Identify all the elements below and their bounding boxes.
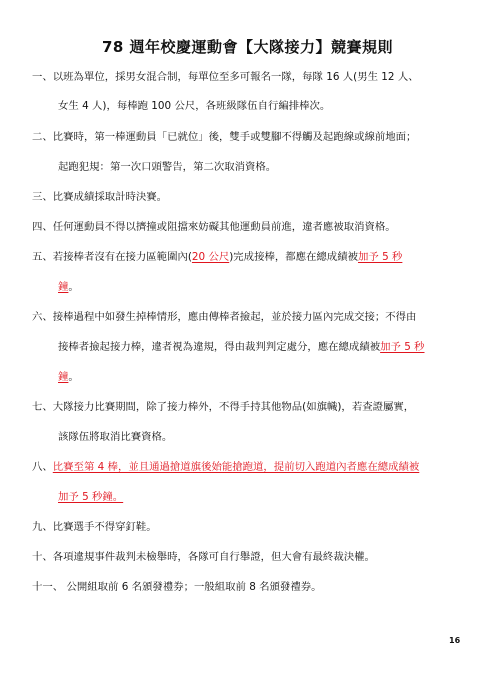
rule-10: 十、各項違規事件裁判未檢舉時，各隊可自行舉證，但大會有最終裁決權。	[32, 551, 375, 563]
rule-7-line-1: 七、大隊接力比賽期間，除了接力棒外，不得手持其他物品(如旗幟)，若查證屬實，	[32, 401, 415, 413]
rule-2-line-1: 二、比賽時，第一棒運動員「已就位」後，雙手或雙腳不得觸及起跑線或線前地面；	[32, 131, 417, 143]
rule-5-text-a: 五、若接棒者沒有在接力區範圍內(	[32, 251, 192, 263]
rule-2-line-2: 起跑犯規：第一次口頭警告，第二次取消資格。	[58, 161, 277, 173]
rule-8-number: 八、	[32, 461, 53, 473]
page-number: 16	[449, 636, 461, 645]
rule-5-line-1	[32, 250, 472, 264]
rule-7-line-2: 該隊伍將取消比賽資格。	[58, 431, 173, 443]
rule-5-text-c: )完成接棒，都應在總成績被	[229, 251, 358, 263]
rule-6-penalty-highlight-cont: 鐘	[58, 371, 69, 383]
rule-11: 十一、 公開組取前 6 名頒發禮券；一般組取前 8 名頒發禮券。	[32, 581, 322, 593]
rule-6-line-3	[58, 370, 79, 384]
rule-8-line-1	[32, 460, 472, 474]
rule-1-line-1: 一、以班為單位，採男女混合制，每單位至多可報名一隊，每隊 16 人(男生 12 人、	[32, 71, 419, 83]
rule-8-highlight-cont: 加予 5 秒鐘。	[58, 491, 124, 503]
rule-6-line-2	[58, 340, 425, 354]
rule-6-penalty-highlight: 加予 5 秒	[380, 341, 425, 353]
rule-3: 三、比賽成績採取計時決賽。	[32, 191, 168, 203]
rule-8-highlight: 比賽至第 4 棒，並且通過搶道旗後始能搶跑道，提前切入跑道內者應在總成績被	[52, 461, 420, 473]
rule-5-line-2	[58, 280, 79, 294]
rule-5-distance-highlight: 20 公尺	[191, 251, 230, 263]
rule-1-line-2: 女生 4 人)，每棒跑 100 公尺，各班級隊伍自行編排棒次。	[58, 100, 331, 112]
rule-4: 四、任何運動員不得以擠撞或阻擋來妨礙其他運動員前進，違者應被取消資格。	[32, 221, 396, 233]
rule-6-text-a: 接棒者撿起接力棒，違者視為違規，得由裁判判定處分，應在總成績被	[58, 341, 381, 353]
rule-6-line-1: 六、接棒過程中如發生掉棒情形，應由傳棒者撿起，並於接力區內完成交接；不得由	[32, 311, 417, 323]
rule-5-period: 。	[68, 281, 79, 293]
rule-9: 九、比賽選手不得穿釘鞋。	[32, 521, 157, 533]
rule-5-penalty-highlight-cont: 鐘	[58, 281, 69, 293]
page-title: 78 週年校慶運動會【大隊接力】競賽規則	[101, 38, 394, 56]
rule-8-line-2	[58, 490, 123, 504]
rule-6-period: 。	[68, 371, 79, 383]
rule-5-penalty-highlight: 加予 5 秒	[357, 251, 403, 263]
